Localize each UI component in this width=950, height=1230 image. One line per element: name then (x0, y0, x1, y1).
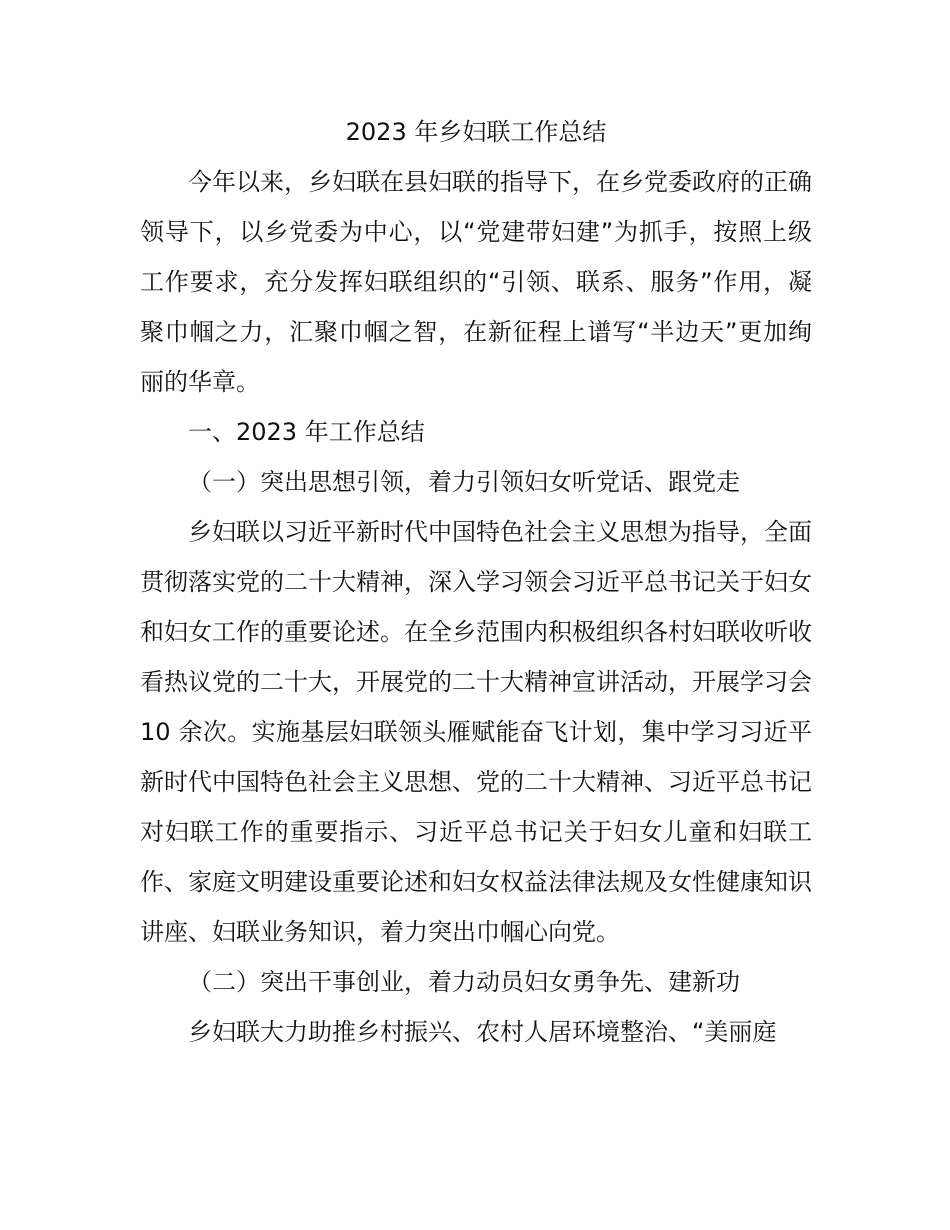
document-title: 2023 年乡妇联工作总结 (345, 118, 607, 146)
intro-paragraph: 今年以来，乡妇联在县妇联的指导下，在乡党委政府的正确领导下，以乡党委为中心，以“党建带妇建”为抓手，按照上级工作要求，充分发挥妇联组织的“引领、联系、服务”作用，凝聚巾帼之力，汇聚巾帼之智，在新征程上谱写“半边天”更加绚丽的华章。 (140, 168, 812, 396)
body-paragraph-1: 乡妇联以习近平新时代中国特色社会主义思想为指导，全面贯彻落实党的二十大精神，深入学习领会习近平总书记关于妇女和妇女工作的重要论述。在全乡范围内积极组织各村妇联收听收看热议党的二十大，开展党的二十大精神宣讲活动，开展学习会 10 余次。实施基层妇联领头雁赋能奋飞计划，集中学习习近平新时代中国特色社会主义思想、党的二十大精神、习近平总书记对妇联工作的重要指示、习近平总书记关于妇女儿童和妇联工作、家庭文明建设重要论述和妇女权益法律法规及女性健康知识讲座、妇联业务知识，着力突出巾帼心向党。 (140, 518, 812, 946)
body-paragraph-2: 乡妇联大力助推乡村振兴、农村人居环境整治、“美丽庭 (188, 1018, 777, 1046)
subsection-heading-1: （一）突出思想引领，着力引领妇女听党话、跟党走 (188, 468, 740, 496)
section-heading: 一、2023 年工作总结 (188, 418, 425, 446)
document-body (140, 107, 812, 1057)
subsection-heading-2: （二）突出干事创业，着力动员妇女勇争先、建新功 (188, 968, 740, 996)
